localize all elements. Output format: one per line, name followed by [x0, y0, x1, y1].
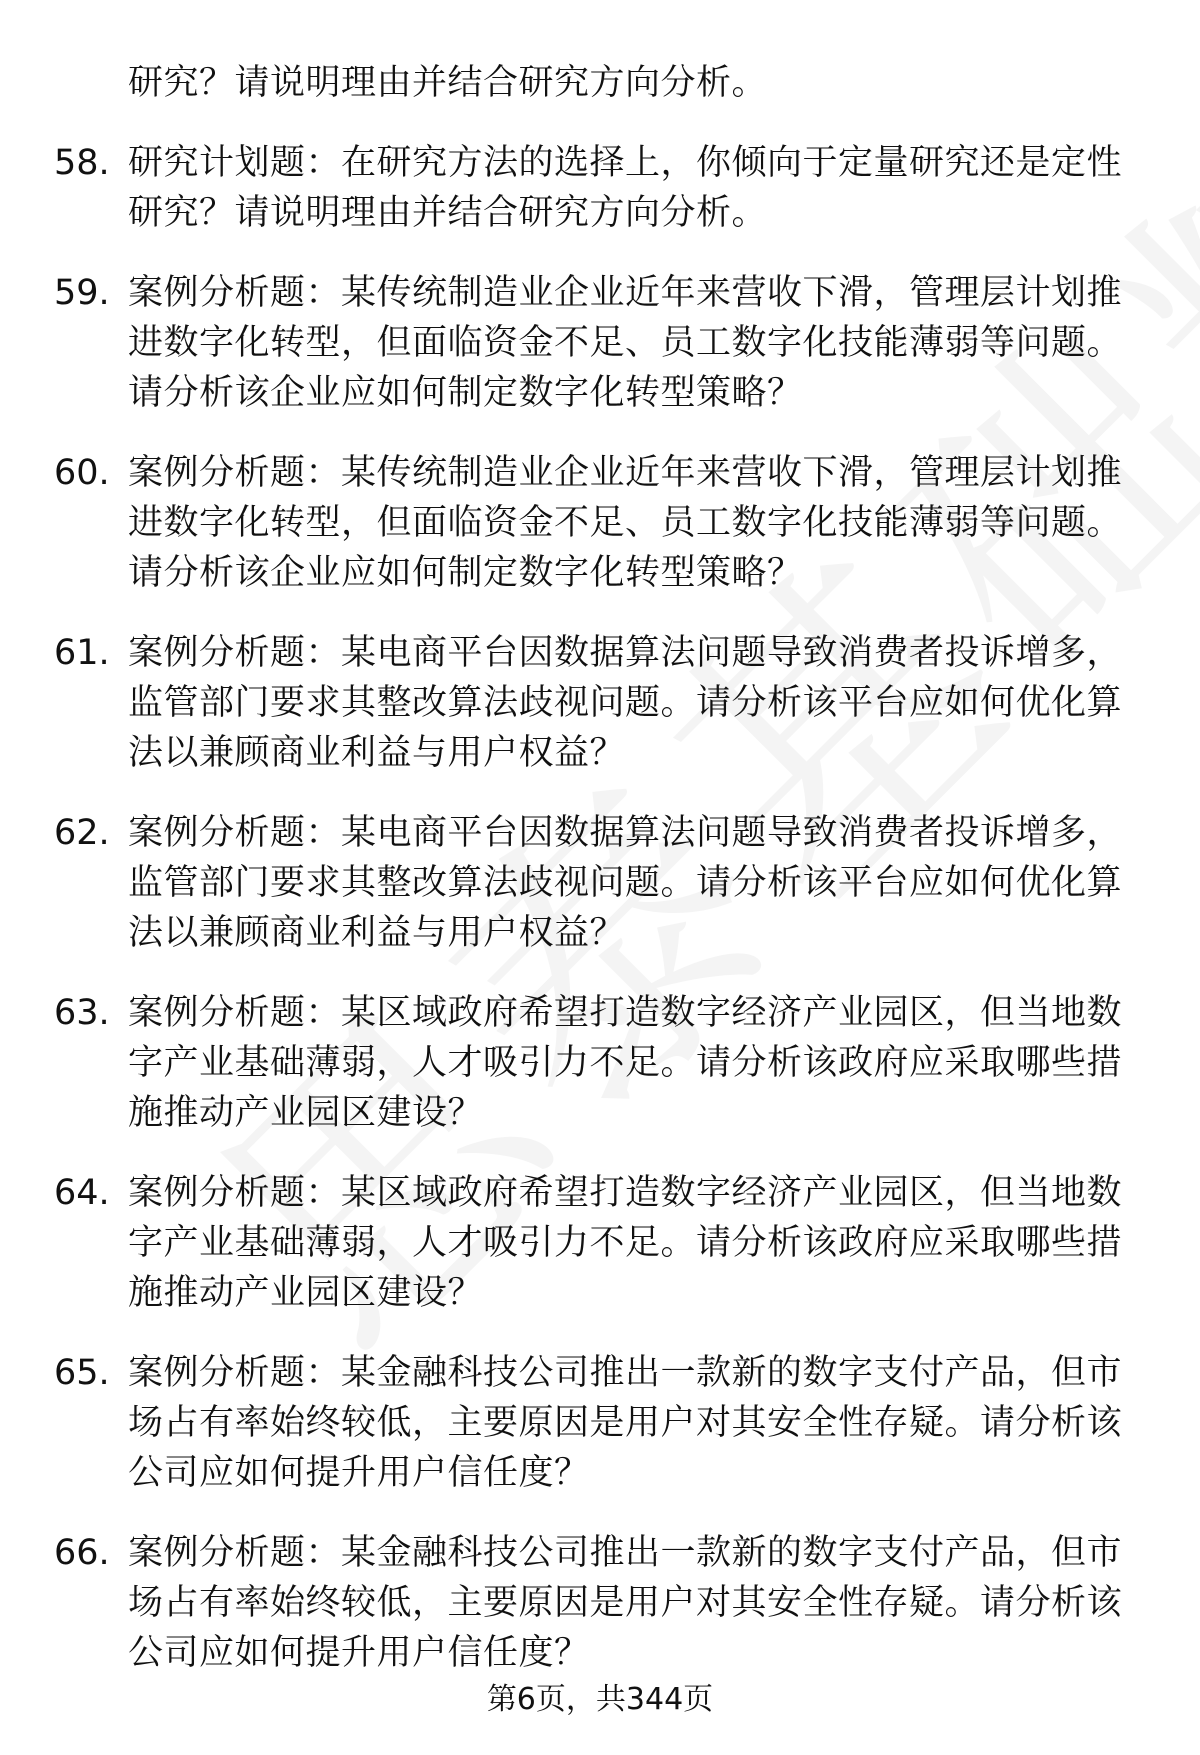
question-text-line: 公司应如何提升用户信任度？: [128, 1633, 590, 1673]
question-text-line: 施推动产业园区建设？: [128, 1273, 484, 1313]
question-text-line: 案例分析题：某传统制造业企业近年来营收下滑，管理层计划推: [128, 453, 1123, 493]
question-number: 65.: [54, 1353, 110, 1393]
question-text-line: 进数字化转型，但面临资金不足、员工数字化技能薄弱等问题。: [128, 323, 1123, 363]
question-text-line: 案例分析题：某电商平台因数据算法问题导致消费者投诉增多，: [128, 633, 1123, 673]
question-text-line: 监管部门要求其整改算法歧视问题。请分析该平台应如何优化算: [128, 863, 1123, 903]
question-text-line: 场占有率始终较低，主要原因是用户对其安全性存疑。请分析该: [128, 1403, 1123, 1443]
question-text-line: 案例分析题：某金融科技公司推出一款新的数字支付产品，但市: [128, 1533, 1123, 1573]
question-text-line: 进数字化转型，但面临资金不足、员工数字化技能薄弱等问题。: [128, 503, 1123, 543]
question-number: 62.: [54, 813, 110, 853]
question-text-line: 研究计划题：在研究方法的选择上，你倾向于定量研究还是定性: [128, 143, 1123, 183]
intro-line: 研究？请说明理由并结合研究方向分析。: [128, 63, 768, 103]
page-footer: 第6页，共344页: [486, 1682, 714, 1717]
question-text-line: 字产业基础薄弱，人才吸引力不足。请分析该政府应采取哪些措: [128, 1043, 1123, 1083]
question-text-line: 请分析该企业应如何制定数字化转型策略？: [128, 553, 803, 593]
question-text-line: 案例分析题：某区域政府希望打造数字经济产业园区，但当地数: [128, 1173, 1123, 1213]
question-text-line: 施推动产业园区建设？: [128, 1093, 484, 1133]
question-number: 58.: [54, 143, 110, 183]
question-text-line: 场占有率始终较低，主要原因是用户对其安全性存疑。请分析该: [128, 1583, 1123, 1623]
question-text-line: 案例分析题：某电商平台因数据算法问题导致消费者投诉增多，: [128, 813, 1123, 853]
question-number: 60.: [54, 453, 110, 493]
question-number: 61.: [54, 633, 110, 673]
question-text-line: 字产业基础薄弱，人才吸引力不足。请分析该政府应采取哪些措: [128, 1223, 1123, 1263]
question-text-line: 案例分析题：某区域政府希望打造数字经济产业园区，但当地数: [128, 993, 1123, 1033]
question-text-line: 监管部门要求其整改算法歧视问题。请分析该平台应如何优化算: [128, 683, 1123, 723]
question-text-line: 研究？请说明理由并结合研究方向分析。: [128, 193, 768, 233]
question-text-line: 公司应如何提升用户信任度？: [128, 1453, 590, 1493]
question-text-line: 请分析该企业应如何制定数字化转型策略？: [128, 373, 803, 413]
question-text-line: 案例分析题：某传统制造业企业近年来营收下滑，管理层计划推: [128, 273, 1123, 313]
question-number: 66.: [54, 1533, 110, 1573]
question-text-line: 案例分析题：某金融科技公司推出一款新的数字支付产品，但市: [128, 1353, 1123, 1393]
question-text-line: 法以兼顾商业利益与用户权益？: [128, 733, 626, 773]
question-number: 59.: [54, 273, 110, 313]
question-text-line: 法以兼顾商业利益与用户权益？: [128, 913, 626, 953]
question-number: 64.: [54, 1173, 110, 1213]
question-number: 63.: [54, 993, 110, 1033]
